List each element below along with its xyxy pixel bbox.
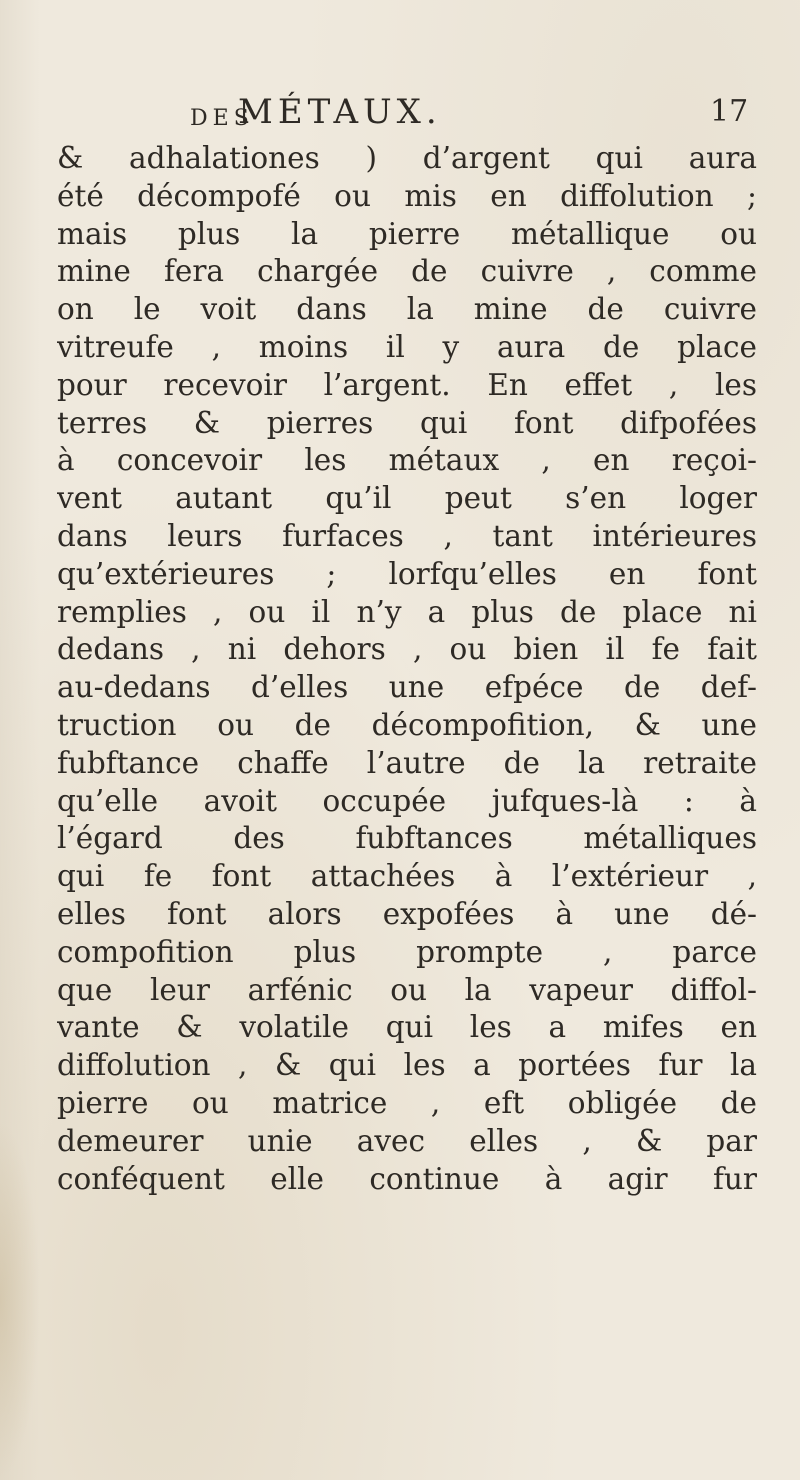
text-line: diffolution , & qui les a portées fur la bbox=[57, 1048, 757, 1083]
page-number: 17 bbox=[710, 94, 749, 129]
text-line: mais plus la pierre métallique ou bbox=[57, 216, 757, 251]
text-line: qu’extérieures ; lorfqu’elles en font bbox=[57, 556, 757, 591]
text-line: que leur arfénic ou la vapeur diffol- bbox=[57, 972, 757, 1007]
text-line: l’égard des fubftances métalliques bbox=[57, 821, 757, 856]
text-line: été décompofé ou mis en diffolution ; bbox=[57, 178, 757, 213]
text-line: qu’elle avoit occupée jufques-là : à bbox=[57, 783, 757, 818]
text-line: mine fera chargée de cuivre , comme bbox=[57, 254, 757, 289]
text-line: truction ou de décompofition, & une bbox=[57, 707, 757, 742]
text-line: au-dedans d’elles une efpéce de def- bbox=[57, 670, 757, 705]
text-line: terres & pierres qui font difpofées bbox=[57, 405, 757, 440]
text-line: & adhalationes ) d’argent qui aura bbox=[57, 141, 757, 175]
text-line: pour recevoir l’argent. En effet , les bbox=[57, 367, 757, 402]
running-head-title: MÉTAUX. bbox=[238, 92, 442, 132]
text-line: vante & volatile qui les a mifes en bbox=[57, 1010, 757, 1045]
paper-stain bbox=[0, 1120, 40, 1480]
text-line: demeurer unie avec elles , & par bbox=[57, 1123, 757, 1158]
text-line: dans leurs furfaces , tant intérieures bbox=[57, 518, 757, 553]
text-line: fubftance chaffe l’autre de la retraite bbox=[57, 745, 757, 780]
text-line: qui fe font attachées à l’extérieur , bbox=[57, 859, 757, 894]
text-line: à concevoir les métaux , en reçoi- bbox=[57, 443, 757, 478]
text-line: conféquent elle continue à agir fur bbox=[57, 1161, 757, 1196]
running-head bbox=[0, 92, 800, 142]
text-line: vitreufe , moins il y aura de place bbox=[57, 329, 757, 364]
text-line: remplies , ou il n’y a plus de place ni bbox=[57, 594, 757, 629]
text-line: dedans , ni dehors , ou bien il fe fait bbox=[57, 632, 757, 667]
text-line: vent autant qu’il peut s’en loger bbox=[57, 481, 757, 516]
body-text bbox=[57, 140, 757, 1198]
text-line: on le voit dans la mine de cuivre bbox=[57, 292, 757, 327]
text-line: elles font alors expofées à une dé- bbox=[57, 896, 757, 931]
text-line: pierre ou matrice , eft obligée de bbox=[57, 1085, 757, 1120]
running-head-left: DES bbox=[190, 106, 254, 131]
text-line: compofition plus prompte , parce bbox=[57, 934, 757, 969]
